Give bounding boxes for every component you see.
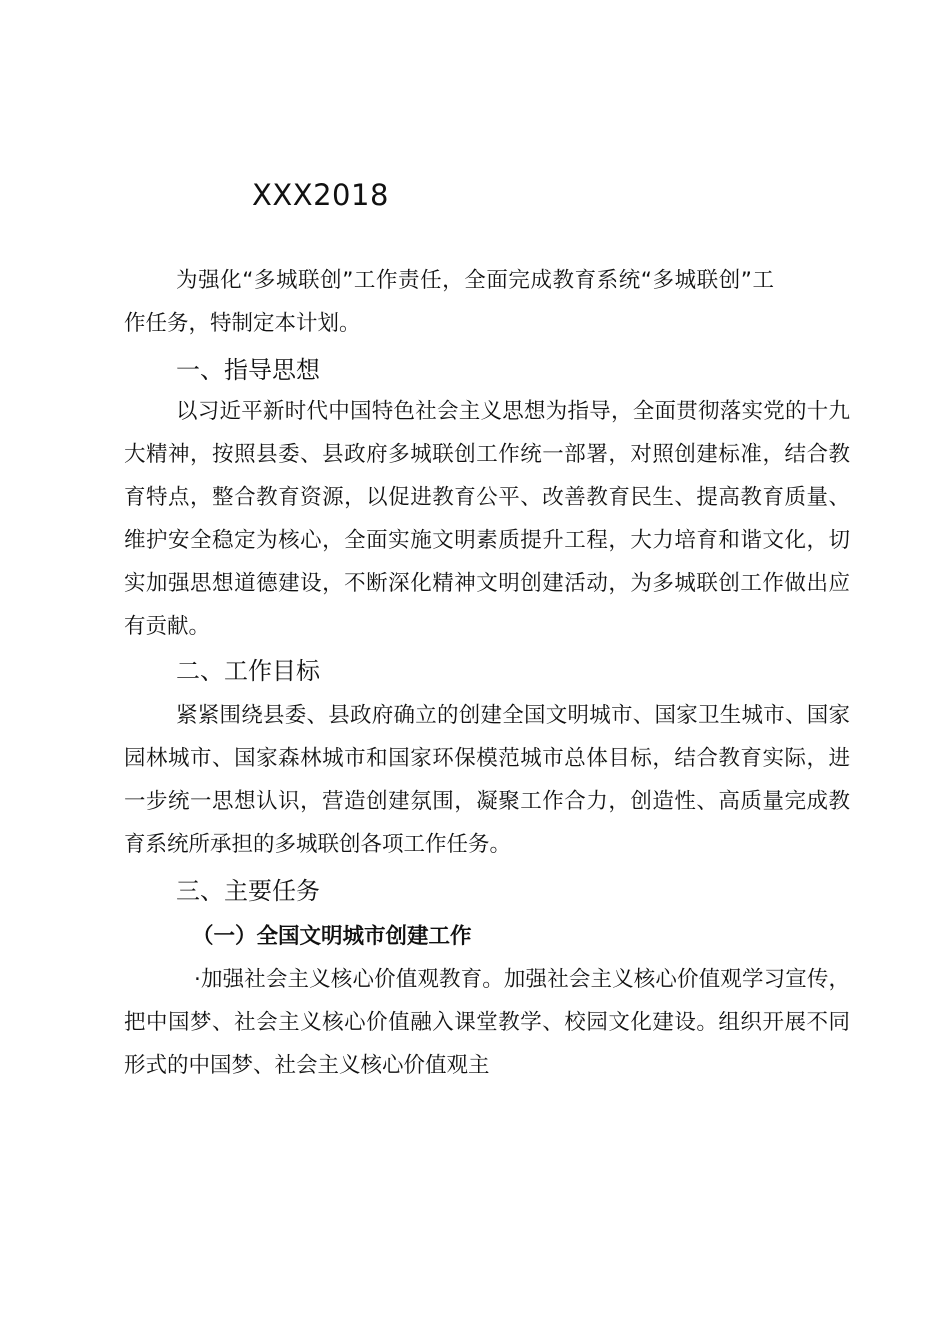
section-body-guiding-ideology: 以习近平新时代中国特色社会主义思想为指导，全面贯彻落实党的十九大精神，按照县委、县政府多城联创工作统一部署，对照创建标准，结合教育特点，整合教育资源，以促进教育公平、改善教育民生、提高教育质量、维护安全稳定为核心，全面实施文明素质提升工程，大力培育和谐文化，切实加强思想道德建设，不断深化精神文明创建活动，为多城联创工作做出应有贡献。	[124, 399, 850, 639]
section-heading-guiding-ideology: 一、指导思想	[176, 356, 320, 384]
subsection-heading-civilized-city: （一）全国文明城市创建工作	[192, 924, 472, 949]
intro-paragraph: 为强化“多城联创”工作责任，全面完成教育系统“多城联创”工作任务，特制定本计划。	[124, 268, 774, 336]
section-body-work-goals: 紧紧围绕县委、县政府确立的创建全国文明城市、国家卫生城市、国家园林城市、国家森林城市和国家环保模范城市总体目标，结合教育实际，进一步统一思想认识，营造创建氛围，凝聚工作合力，创造性、高质量完成教育系统所承担的多城联创各项工作任务。	[124, 703, 850, 857]
section-heading-main-tasks: 三、主要任务	[176, 877, 320, 905]
document-title: XXX2018	[252, 178, 389, 212]
section-heading-work-goals: 二、工作目标	[176, 657, 320, 685]
subsection-body-civilized-city: ·加强社会主义核心价值观教育。加强社会主义核心价值观学习宣传，把中国梦、社会主义核心价值融入课堂教学、校园文化建设。组织开展不同形式的中国梦、社会主义核心价值观主	[124, 967, 850, 1078]
